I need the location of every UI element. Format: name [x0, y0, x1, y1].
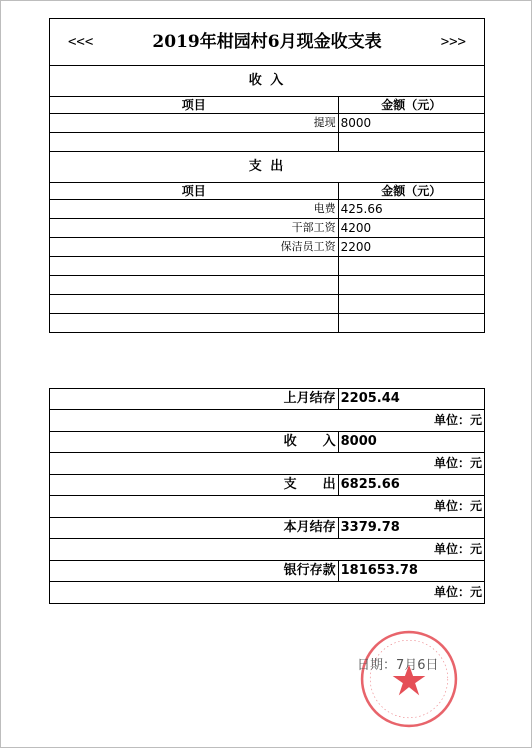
table-row: [50, 314, 485, 333]
table-row: [50, 257, 485, 276]
summary-value: 181653.78: [338, 561, 484, 582]
table-row: [50, 133, 485, 152]
expense-section-label: 支 出: [50, 152, 485, 183]
cash-flow-table: [49, 18, 485, 333]
unit-label: 单位：元: [50, 453, 485, 475]
income-col-amount: 金额（元）: [338, 97, 484, 114]
table-row: [50, 219, 485, 238]
summary-row: [50, 475, 485, 496]
expense-col-amount: 金额（元）: [338, 183, 484, 200]
expense-amount: 4200: [338, 219, 484, 238]
summary-value: 3379.78: [338, 518, 484, 539]
official-seal: [358, 628, 460, 730]
table-row: [50, 238, 485, 257]
expense-amount: 2200: [338, 238, 484, 257]
unit-label: 单位：元: [50, 496, 485, 518]
page-title: 2019年柑园村6月现金收支表: [152, 32, 382, 52]
summary-label: 支 出: [50, 475, 339, 496]
summary-value: 2205.44: [338, 389, 484, 410]
income-item: 提现: [50, 114, 339, 133]
table-row: [50, 200, 485, 219]
summary-value: 6825.66: [338, 475, 484, 496]
table-row: [50, 276, 485, 295]
prev-arrow[interactable]: <<<: [68, 34, 94, 50]
expense-item: 电费: [50, 200, 339, 219]
income-col-item: 项目: [50, 97, 339, 114]
summary-label: 收 入: [50, 432, 339, 453]
summary-label: 银行存款: [50, 561, 339, 582]
income-section-label: 收 入: [50, 66, 485, 97]
expense-col-item: 项目: [50, 183, 339, 200]
summary-row: [50, 389, 485, 410]
summary-table: [49, 388, 485, 604]
income-amount: 8000: [338, 114, 484, 133]
summary-label: 上月结存: [50, 389, 339, 410]
expense-item: 保洁员工资: [50, 238, 339, 257]
title-cell: [50, 19, 485, 66]
summary-row: [50, 518, 485, 539]
summary-value: 8000: [338, 432, 484, 453]
table-row: [50, 295, 485, 314]
summary-label: 本月结存: [50, 518, 339, 539]
next-arrow[interactable]: >>>: [440, 34, 466, 50]
expense-amount: 425.66: [338, 200, 484, 219]
unit-label: 单位：元: [50, 582, 485, 604]
date-label: 日期：7月6日: [357, 658, 439, 673]
summary-row: [50, 432, 485, 453]
summary-row: [50, 561, 485, 582]
expense-item: 干部工资: [50, 219, 339, 238]
unit-label: 单位：元: [50, 410, 485, 432]
unit-label: 单位：元: [50, 539, 485, 561]
table-row: [50, 114, 485, 133]
